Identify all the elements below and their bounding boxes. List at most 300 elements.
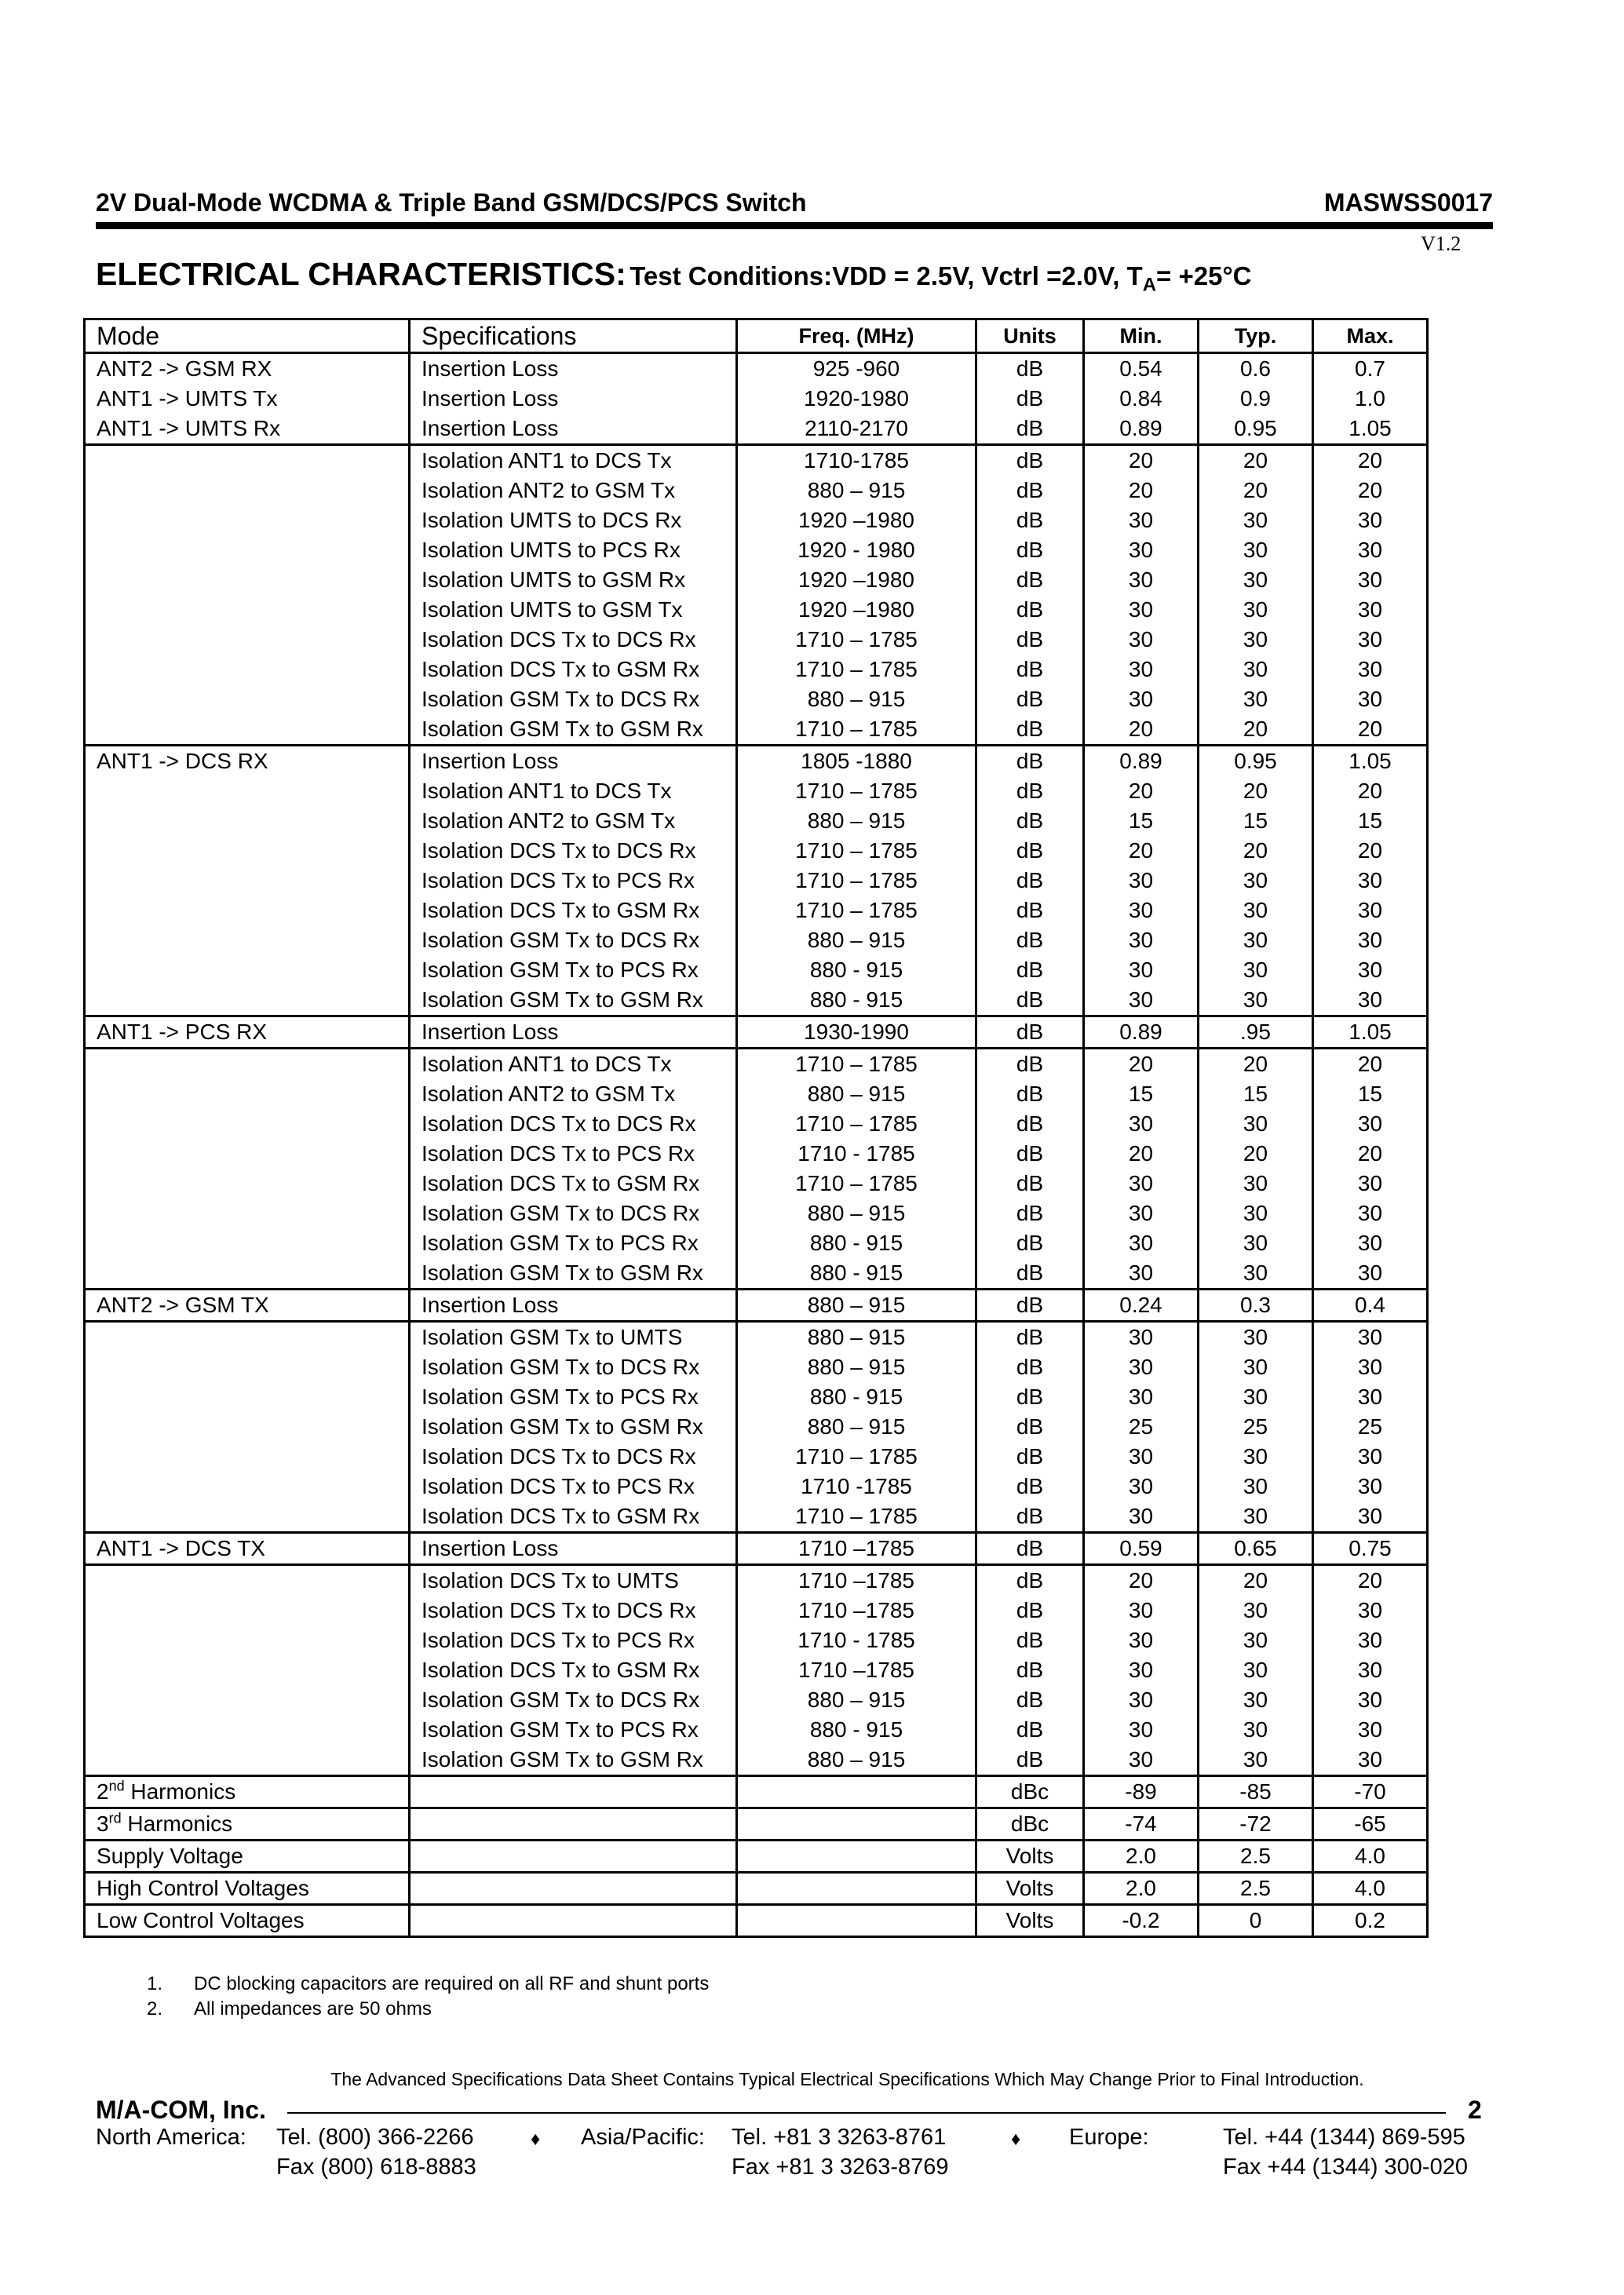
cell-mode <box>85 625 410 655</box>
cell-max: 30 <box>1313 1199 1428 1228</box>
table-row <box>85 565 1428 595</box>
cell-units: dB <box>976 866 1084 896</box>
cell-min: 25 <box>1084 1412 1199 1442</box>
cell-max: 0.2 <box>1313 1905 1428 1937</box>
cell-max: 30 <box>1313 505 1428 535</box>
cell-freq: 1710 – 1785 <box>737 866 976 896</box>
cell-specification: Insertion Loss <box>410 414 737 445</box>
cell-typ: 30 <box>1199 1322 1313 1353</box>
cell-freq: 880 - 915 <box>737 955 976 985</box>
cell-freq: 880 - 915 <box>737 1382 976 1412</box>
cell-max: 30 <box>1313 625 1428 655</box>
cell-specification: Isolation DCS Tx to GSM Rx <box>410 655 737 684</box>
cell-typ: .95 <box>1199 1016 1313 1049</box>
cell-units: dB <box>976 1685 1084 1715</box>
disclaimer: The Advanced Specifications Data Sheet Contains Typical Electrical Specifications Which May Change Prior to Final Introduction. <box>330 2069 1364 2089</box>
cell-typ: 30 <box>1199 896 1313 925</box>
table-row <box>85 505 1428 535</box>
cell-specification: Isolation DCS Tx to PCS Rx <box>410 1625 737 1655</box>
cell-mode <box>85 1322 410 1353</box>
cell-specification <box>410 1841 737 1873</box>
table-row <box>85 1841 1428 1873</box>
cell-min: 30 <box>1084 1501 1199 1533</box>
cell-specification: Insertion Loss <box>410 1290 737 1322</box>
cell-mode <box>85 806 410 836</box>
cell-mode <box>85 1258 410 1290</box>
cell-specification: Isolation DCS Tx to DCS Rx <box>410 1596 737 1625</box>
table-row <box>85 806 1428 836</box>
cell-specification <box>410 1873 737 1905</box>
cell-units: Volts <box>976 1841 1084 1873</box>
cell-specification: Isolation DCS Tx to DCS Rx <box>410 625 737 655</box>
table-row <box>85 1501 1428 1533</box>
cell-units: dB <box>976 1501 1084 1533</box>
cell-max: 15 <box>1313 806 1428 836</box>
cell-units: dB <box>976 1049 1084 1080</box>
cell-min: 30 <box>1084 985 1199 1016</box>
table-row <box>85 384 1428 414</box>
cell-units: dB <box>976 1139 1084 1169</box>
cell-mode <box>85 1139 410 1169</box>
table-row <box>85 1655 1428 1685</box>
cell-specification: Isolation DCS Tx to PCS Rx <box>410 866 737 896</box>
cell-mode: ANT1 -> PCS RX <box>85 1016 410 1049</box>
cell-units: dB <box>976 1382 1084 1412</box>
cell-freq: 1710 –1785 <box>737 1655 976 1685</box>
cell-freq: 880 - 915 <box>737 985 976 1016</box>
cell-typ: 0.3 <box>1199 1290 1313 1322</box>
cell-typ: 30 <box>1199 1596 1313 1625</box>
cell-mode <box>85 1442 410 1472</box>
cell-max: 0.4 <box>1313 1290 1428 1322</box>
cell-freq: 1805 -1880 <box>737 746 976 777</box>
cell-freq: 1710-1785 <box>737 445 976 476</box>
cell-mode <box>85 896 410 925</box>
table-row <box>85 836 1428 866</box>
cell-typ: -72 <box>1199 1808 1313 1841</box>
cell-mode: High Control Voltages <box>85 1873 410 1905</box>
cell-units: dB <box>976 1079 1084 1109</box>
cell-min: 30 <box>1084 505 1199 535</box>
cell-freq: 1710 – 1785 <box>737 1169 976 1199</box>
table-row <box>85 1873 1428 1905</box>
cell-units: dB <box>976 1715 1084 1745</box>
cell-typ: 30 <box>1199 1501 1313 1533</box>
cell-typ: 30 <box>1199 955 1313 985</box>
cell-max: -65 <box>1313 1808 1428 1841</box>
cell-max: 1.05 <box>1313 414 1428 445</box>
table-row <box>85 896 1428 925</box>
cell-min: 0.89 <box>1084 746 1199 777</box>
cell-mode <box>85 535 410 565</box>
cell-specification: Isolation DCS Tx to PCS Rx <box>410 1472 737 1501</box>
cell-units: Volts <box>976 1905 1084 1937</box>
cell-specification: Insertion Loss <box>410 1533 737 1565</box>
cell-freq: 880 - 915 <box>737 1258 976 1290</box>
cell-freq: 880 – 915 <box>737 684 976 714</box>
cell-max: 30 <box>1313 684 1428 714</box>
cell-typ: 30 <box>1199 985 1313 1016</box>
cell-freq: 1920 –1980 <box>737 565 976 595</box>
cell-max: 25 <box>1313 1412 1428 1442</box>
table-row <box>85 1228 1428 1258</box>
cell-units: dB <box>976 625 1084 655</box>
cell-mode <box>85 836 410 866</box>
table-row <box>85 1905 1428 1937</box>
cell-typ: 0.95 <box>1199 414 1313 445</box>
cell-min: 30 <box>1084 1655 1199 1685</box>
cell-typ: 20 <box>1199 1049 1313 1080</box>
page-number: 2 <box>1468 2096 1482 2124</box>
cell-max: 30 <box>1313 655 1428 684</box>
cell-freq: 1710 – 1785 <box>737 776 976 806</box>
table-row <box>85 684 1428 714</box>
cell-max: 30 <box>1313 595 1428 625</box>
cell-units: dB <box>976 1625 1084 1655</box>
cell-max: 4.0 <box>1313 1841 1428 1873</box>
cell-min: 20 <box>1084 1139 1199 1169</box>
col-header-mode: Mode <box>85 319 410 353</box>
cell-typ: 0.9 <box>1199 384 1313 414</box>
cell-freq: 880 – 915 <box>737 476 976 505</box>
cell-typ: 30 <box>1199 1715 1313 1745</box>
cell-min: 30 <box>1084 1625 1199 1655</box>
cell-mode: ANT2 -> GSM TX <box>85 1290 410 1322</box>
cell-typ: 30 <box>1199 1352 1313 1382</box>
cell-typ: 0 <box>1199 1905 1313 1937</box>
cell-max: 4.0 <box>1313 1873 1428 1905</box>
cell-max: 30 <box>1313 1228 1428 1258</box>
cell-min: 2.0 <box>1084 1841 1199 1873</box>
cell-units: dB <box>976 1199 1084 1228</box>
cell-units: dB <box>976 1655 1084 1685</box>
cell-typ: 30 <box>1199 1169 1313 1199</box>
cell-min: 15 <box>1084 806 1199 836</box>
cell-typ: 30 <box>1199 1745 1313 1776</box>
cell-min: 30 <box>1084 1322 1199 1353</box>
cell-mode <box>85 866 410 896</box>
cell-min: 30 <box>1084 866 1199 896</box>
table-row <box>85 1322 1428 1353</box>
cell-freq <box>737 1873 976 1905</box>
cell-units: dB <box>976 746 1084 777</box>
cell-mode <box>85 1169 410 1199</box>
cell-mode <box>85 655 410 684</box>
cell-mode: Low Control Voltages <box>85 1905 410 1937</box>
table-row <box>85 1199 1428 1228</box>
cell-specification: Isolation DCS Tx to GSM Rx <box>410 1501 737 1533</box>
asia-pacific-contact: Tel. +81 3 3263-8761 Fax +81 3 3263-8769 <box>732 2125 949 2180</box>
cell-units: dB <box>976 384 1084 414</box>
cell-max: 1.0 <box>1313 384 1428 414</box>
cell-max: 30 <box>1313 896 1428 925</box>
cell-specification: Isolation GSM Tx to GSM Rx <box>410 1258 737 1290</box>
cell-min: 30 <box>1084 625 1199 655</box>
cell-max: 20 <box>1313 1049 1428 1080</box>
cell-units: dB <box>976 836 1084 866</box>
section-title: ELECTRICAL CHARACTERISTICS: <box>96 256 626 292</box>
cell-freq <box>737 1808 976 1841</box>
table-row <box>85 476 1428 505</box>
cell-specification: Isolation GSM Tx to GSM Rx <box>410 1412 737 1442</box>
header-rule <box>96 222 1493 229</box>
table-row <box>85 1685 1428 1715</box>
table-row <box>85 1442 1428 1472</box>
table-row <box>85 535 1428 565</box>
cell-typ: 30 <box>1199 1258 1313 1290</box>
cell-specification: Insertion Loss <box>410 746 737 777</box>
cell-min: -0.2 <box>1084 1905 1199 1937</box>
cell-typ: 15 <box>1199 1079 1313 1109</box>
cell-max: 30 <box>1313 1442 1428 1472</box>
cell-min: 30 <box>1084 1472 1199 1501</box>
cell-typ: 0.95 <box>1199 746 1313 777</box>
cell-specification: Isolation GSM Tx to GSM Rx <box>410 1745 737 1776</box>
cell-mode <box>85 565 410 595</box>
cell-typ: 20 <box>1199 836 1313 866</box>
page-header <box>96 188 1493 220</box>
cell-mode: Supply Voltage <box>85 1841 410 1873</box>
cell-mode <box>85 1501 410 1533</box>
cell-min: 30 <box>1084 1382 1199 1412</box>
cell-typ: 30 <box>1199 1625 1313 1655</box>
cell-specification: Isolation UMTS to GSM Rx <box>410 565 737 595</box>
cell-freq: 880 – 915 <box>737 1199 976 1228</box>
cell-specification: Isolation ANT1 to DCS Tx <box>410 776 737 806</box>
cell-typ: 15 <box>1199 806 1313 836</box>
cell-max: 30 <box>1313 565 1428 595</box>
cell-units: dB <box>976 1258 1084 1290</box>
cell-min: 30 <box>1084 1169 1199 1199</box>
cell-freq: 880 – 915 <box>737 1322 976 1353</box>
cell-freq: 880 – 915 <box>737 1685 976 1715</box>
cell-min: -74 <box>1084 1808 1199 1841</box>
north-america-contact: Tel. (800) 366-2266 Fax (800) 618-8883 <box>276 2125 476 2180</box>
version-label: V1.2 <box>1421 232 1462 255</box>
cell-max: 20 <box>1313 714 1428 746</box>
cell-mode <box>85 1565 410 1596</box>
cell-max: 30 <box>1313 1596 1428 1625</box>
table-row <box>85 1169 1428 1199</box>
cell-freq: 1710 – 1785 <box>737 655 976 684</box>
cell-min: 20 <box>1084 476 1199 505</box>
test-conditions: Test Conditions:VDD = 2.5V, Vctrl =2.0V, $T_A= +25^\circ C$ <box>630 261 1252 296</box>
cell-mode: 3rd Harmonics <box>85 1808 410 1841</box>
cell-min: 30 <box>1084 1352 1199 1382</box>
cell-max: 30 <box>1313 1352 1428 1382</box>
table-row <box>85 414 1428 445</box>
cell-typ: 30 <box>1199 1382 1313 1412</box>
cell-freq: 1710 – 1785 <box>737 1501 976 1533</box>
cell-units: dB <box>976 655 1084 684</box>
cell-specification: Isolation GSM Tx to GSM Rx <box>410 714 737 746</box>
cell-specification: Isolation UMTS to PCS Rx <box>410 535 737 565</box>
cell-typ: 30 <box>1199 1228 1313 1258</box>
table-row <box>85 595 1428 625</box>
cell-units: dB <box>976 1745 1084 1776</box>
cell-max: 30 <box>1313 866 1428 896</box>
cell-freq: 880 - 915 <box>737 1715 976 1745</box>
table-row <box>85 1109 1428 1139</box>
table-row <box>85 1139 1428 1169</box>
cell-mode <box>85 776 410 806</box>
company-name: M/A-COM, Inc. <box>96 2096 266 2124</box>
cell-specification: Isolation DCS Tx to GSM Rx <box>410 896 737 925</box>
cell-freq: 2110-2170 <box>737 414 976 445</box>
cell-typ: -85 <box>1199 1776 1313 1808</box>
cell-typ: 30 <box>1199 866 1313 896</box>
cell-max: 0.7 <box>1313 353 1428 385</box>
cell-typ: 30 <box>1199 655 1313 684</box>
cell-mode <box>85 1655 410 1685</box>
cell-max: 20 <box>1313 445 1428 476</box>
cell-freq <box>737 1776 976 1808</box>
north-america-label: North America: <box>96 2125 246 2150</box>
cell-units: dB <box>976 925 1084 955</box>
cell-max: 15 <box>1313 1079 1428 1109</box>
table-row <box>85 1596 1428 1625</box>
cell-units: dB <box>976 684 1084 714</box>
table-row <box>85 955 1428 985</box>
cell-min: 0.84 <box>1084 384 1199 414</box>
table-row <box>85 776 1428 806</box>
cell-specification: Isolation DCS Tx to GSM Rx <box>410 1169 737 1199</box>
cell-specification: Isolation DCS Tx to DCS Rx <box>410 1109 737 1139</box>
cell-specification: Isolation UMTS to GSM Tx <box>410 595 737 625</box>
cell-typ: 20 <box>1199 776 1313 806</box>
table-row <box>85 1808 1428 1841</box>
cell-typ: 20 <box>1199 445 1313 476</box>
cell-min: 30 <box>1084 565 1199 595</box>
cell-units: dB <box>976 1228 1084 1258</box>
cell-max: 30 <box>1313 1685 1428 1715</box>
electrical-characteristics-table <box>83 318 1429 1938</box>
cell-freq: 1930-1990 <box>737 1016 976 1049</box>
cell-max: 20 <box>1313 776 1428 806</box>
cell-mode <box>85 985 410 1016</box>
table-row <box>85 625 1428 655</box>
cell-typ: 30 <box>1199 684 1313 714</box>
cell-specification: Isolation GSM Tx to PCS Rx <box>410 1382 737 1412</box>
col-header-specifications: Specifications <box>410 319 737 353</box>
cell-typ: 2.5 <box>1199 1841 1313 1873</box>
cell-units: dB <box>976 1352 1084 1382</box>
cell-freq: 880 – 915 <box>737 1290 976 1322</box>
cell-typ: 30 <box>1199 565 1313 595</box>
cell-max: 30 <box>1313 535 1428 565</box>
cell-freq: 880 – 915 <box>737 1745 976 1776</box>
cell-units: dBc <box>976 1776 1084 1808</box>
cell-min: 30 <box>1084 595 1199 625</box>
cell-min: 20 <box>1084 1049 1199 1080</box>
cell-specification: Isolation DCS Tx to UMTS <box>410 1565 737 1596</box>
cell-min: 30 <box>1084 1258 1199 1290</box>
cell-specification: Isolation DCS Tx to DCS Rx <box>410 1442 737 1472</box>
section-heading <box>96 256 1252 297</box>
cell-freq: 1710 –1785 <box>737 1596 976 1625</box>
cell-mode: ANT1 -> DCS TX <box>85 1533 410 1565</box>
table-row <box>85 1412 1428 1442</box>
cell-freq: 1920 - 1980 <box>737 535 976 565</box>
cell-units: dB <box>976 806 1084 836</box>
cell-min: 30 <box>1084 1715 1199 1745</box>
cell-max: 0.75 <box>1313 1533 1428 1565</box>
cell-freq: 1710 –1785 <box>737 1533 976 1565</box>
cell-freq: 1920 –1980 <box>737 595 976 625</box>
footnote: 2. All impedances are 50 ohms <box>147 1998 432 2020</box>
cell-freq: 880 – 915 <box>737 1079 976 1109</box>
cell-units: dB <box>976 1290 1084 1322</box>
cell-mode <box>85 1412 410 1442</box>
cell-mode <box>85 1228 410 1258</box>
table-row <box>85 985 1428 1016</box>
table-row <box>85 866 1428 896</box>
cell-specification: Isolation GSM Tx to DCS Rx <box>410 1199 737 1228</box>
cell-specification <box>410 1808 737 1841</box>
cell-min: 30 <box>1084 535 1199 565</box>
cell-mode <box>85 1625 410 1655</box>
cell-typ: 30 <box>1199 535 1313 565</box>
cell-units: dB <box>976 985 1084 1016</box>
cell-specification: Isolation GSM Tx to GSM Rx <box>410 985 737 1016</box>
cell-units: Volts <box>976 1873 1084 1905</box>
cell-min: 30 <box>1084 925 1199 955</box>
cell-mode <box>85 1199 410 1228</box>
cell-freq: 880 – 915 <box>737 1412 976 1442</box>
cell-mode <box>85 714 410 746</box>
table-row <box>85 1016 1428 1049</box>
cell-freq <box>737 1905 976 1937</box>
cell-mode: ANT1 -> UMTS Rx <box>85 414 410 445</box>
part-number: MASWSS0017 <box>1323 188 1493 217</box>
cell-min: 20 <box>1084 836 1199 866</box>
cell-mode <box>85 1352 410 1382</box>
cell-specification: Isolation ANT2 to GSM Tx <box>410 476 737 505</box>
cell-freq: 1710 -1785 <box>737 1472 976 1501</box>
cell-min: 20 <box>1084 445 1199 476</box>
cell-specification: Isolation GSM Tx to PCS Rx <box>410 1228 737 1258</box>
cell-units: dB <box>976 1442 1084 1472</box>
cell-max: 30 <box>1313 955 1428 985</box>
cell-min: 20 <box>1084 776 1199 806</box>
col-header-typ: Typ. <box>1199 319 1313 353</box>
cell-specification: Isolation ANT2 to GSM Tx <box>410 1079 737 1109</box>
cell-max: 30 <box>1313 985 1428 1016</box>
cell-typ: 2.5 <box>1199 1873 1313 1905</box>
cell-typ: 0.6 <box>1199 353 1313 385</box>
cell-mode <box>85 476 410 505</box>
cell-min: 0.59 <box>1084 1533 1199 1565</box>
cell-specification: Isolation GSM Tx to PCS Rx <box>410 955 737 985</box>
table-row <box>85 1079 1428 1109</box>
europe-label: Europe: <box>1069 2125 1149 2150</box>
cell-min: 30 <box>1084 1685 1199 1715</box>
cell-specification: Isolation ANT2 to GSM Tx <box>410 806 737 836</box>
table-row <box>85 353 1428 385</box>
cell-specification: Insertion Loss <box>410 1016 737 1049</box>
cell-min: 30 <box>1084 684 1199 714</box>
cell-freq: 880 - 915 <box>737 1228 976 1258</box>
cell-specification <box>410 1905 737 1937</box>
cell-specification: Isolation GSM Tx to DCS Rx <box>410 1685 737 1715</box>
col-header-freq: Freq. (MHz) <box>737 319 976 353</box>
diamond-separator-icon: ♦ <box>1011 2129 1021 2150</box>
cell-typ: 30 <box>1199 1655 1313 1685</box>
cell-max: 30 <box>1313 1322 1428 1353</box>
table-row <box>85 1049 1428 1080</box>
table-row <box>85 1776 1428 1808</box>
cell-units: dB <box>976 414 1084 445</box>
